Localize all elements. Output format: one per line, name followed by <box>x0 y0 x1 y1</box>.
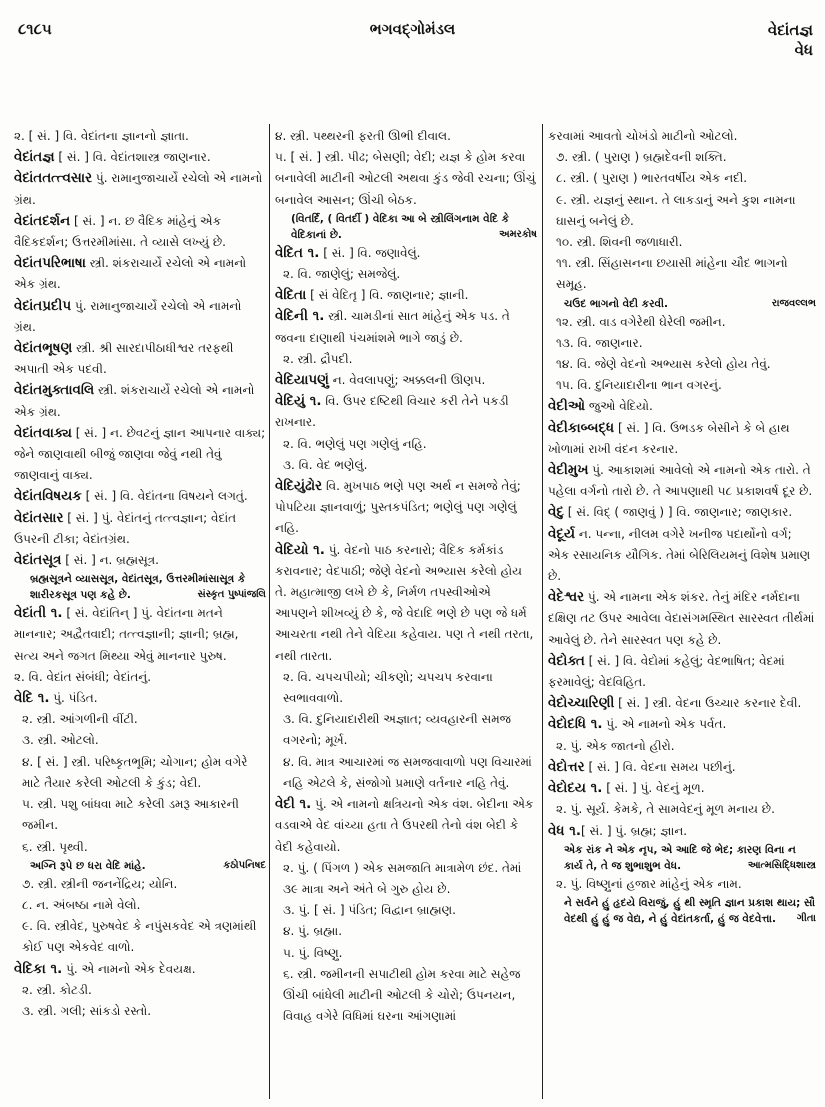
headword: વેદાંતજ્ઞ <box>14 149 55 166</box>
entry-sense <box>548 232 816 253</box>
headword: વેદોક્ત <box>548 652 585 669</box>
definition: [ સં. ] વિ. વેદાંતશાસ્ત્ર જાણનાર. <box>54 150 211 165</box>
definition: ૯. વિ. સ્ત્રીવેદ, પુરુષવેદ કે નપુંસકવેદ એ ત્રણમાંથી કોઈ પણ એકવેદ વાળો. <box>22 919 257 955</box>
definition: [ સં. ] વિ. ઉભડક બેસીને કે બે હાથ ખોળામાં રાખી વંદન કરનાર. <box>548 420 790 456</box>
quotation-text: એક રાંક ને એક નૃપ, એ આદિ જે ભેદ; કારણ વિના ન કાર્ય તે, તે જ શુભાશુભ વેધ. <box>564 843 796 872</box>
quotation <box>14 858 266 874</box>
dictionary-entry <box>14 603 266 667</box>
headword: વેદિતા <box>275 287 307 304</box>
quotation <box>275 211 537 243</box>
dictionary-entry <box>14 211 266 253</box>
column-divider <box>269 124 270 1099</box>
headword: વેદેશ્વર <box>548 589 585 606</box>
column-1 <box>14 126 266 1022</box>
definition: ૬. સ્ત્રી. જમીનની સપાટીથી હોમ કરવા માટે સહેજ ઊંચી બાંધેલી માટીની ઓટલી કે ચોરો; ઉપનયન, વિવાહ વગેરે વિધિમાં ઘરના આંગણામાં <box>283 966 521 1024</box>
definition: ૨. વિ. વેદાંત સંબંધી; વેદાંતનું. <box>14 669 152 684</box>
dictionary-entry <box>14 486 266 507</box>
dictionary-entry <box>275 540 537 667</box>
entry-sense <box>275 264 537 285</box>
headword: વેદોત્તર <box>548 758 585 775</box>
entry-sense <box>275 752 537 794</box>
headword: વેદાંતી ૧. <box>14 605 63 622</box>
definition: પું. વેદનો પાઠ કરનારો; વૈદિક કર્મકાંડ કરાવનાર; વેદપાઠી; જેણે વેદનો અભ્યાસ કરેલો હોય તે. મહાત્માજી લખે છે કે, નિર્મળ તપસ્વીઓએ આપણને શીખવ્યું છે કે, જે વેદાદિ ભણે છે પણ જે ધર્મ આચરતા નથી તેને વેદિયા કહેવાય. પણ તે નથી તરતા, નથી તારતા. <box>275 542 534 663</box>
headword: વેદાંતપ્રદીપ <box>14 297 72 314</box>
guide-words <box>768 20 813 60</box>
definition: સ્ત્રી. શંકરાચાર્યે રચેલો એ નામનો એક ગ્રંથ. <box>14 256 247 292</box>
dictionary-entry <box>548 396 816 417</box>
entry-sense <box>548 312 816 333</box>
entry-sense <box>548 126 816 147</box>
dictionary-entry <box>275 476 537 540</box>
headword: વેધ ૧. <box>548 822 581 839</box>
definition: ૫. [ સં. ] સ્ત્રી. પીઢ; બેસણી; વેદી; યજ્ઞ કે હોમ કરવા બનાવેલી માટીની ઓટલી અથવા કુંડ જેવી રચના; ઊંચું બનાવેલ આસન; ઊંચી બેઠક. <box>275 150 536 207</box>
dictionary-entry <box>14 147 266 168</box>
headword: વેદાંતતત્ત્વસાર <box>14 170 93 187</box>
definition: ૯. સ્ત્રી. યજ્ઞનું સ્થાન. તે લાકડાનું અને કુશ નામના ઘાસનું બનેલું છે. <box>556 192 796 228</box>
entry-sense <box>275 667 537 709</box>
headword: વેદિકા ૧. <box>14 960 63 977</box>
definition: ૪. વિ. માત્ર આચારમાં જ સમજવાવાળો પણ વિચારમાં નહિ એટલે કે, સંજોગો પ્રમાણે વર્તનાર નહિ તેવું. <box>283 754 532 790</box>
definition: [ સં. ] વિ. વેદાંતના વિષયને લગતું. <box>81 489 248 504</box>
guide-word-last: વેધ <box>794 41 813 59</box>
definition: પું. એ નામનો ક્ષત્રિયનો એક વંશ. બેદીના એક વડવાએ વેદ વાંચ્યા હતા તે ઉપરથી તેનો વંશ બેદી કે વેદી કહેવાયો. <box>275 797 534 854</box>
definition: ૩. પું. [ સં. ] પંડિત; વિદ્વાન બ્રાહ્મણ. <box>283 903 456 918</box>
entry-sense <box>14 916 266 958</box>
definition: ૧૩. વિ. જાણનાર. <box>556 335 643 350</box>
headword: વેદાંતપરિભાષા <box>14 255 86 272</box>
headword: વેદિત ૧. <box>275 244 320 261</box>
entry-sense <box>14 895 266 916</box>
entry-sense <box>548 736 816 757</box>
headword: વેદિયુંઢોર <box>275 478 323 495</box>
dictionary-entry <box>275 391 537 433</box>
dictionary-entry <box>548 714 816 735</box>
definition: ૩. વિ. દુનિયાદારીથી અજ્ઞાત; વ્યવહારની સમજ વગરનો; મૂર્ખ. <box>283 712 512 748</box>
definition: ૨. પું. ( પિંગળ ) એક સમજાતિ માત્રામેળ છંદ. તેમાં ૩૯ માત્રા અને અંતે બે ગુરુ હોય છે. <box>283 860 522 896</box>
definition: [ સં. ] વિ. જણાવેલું. <box>319 245 421 260</box>
headword: વેદૂર્ય <box>548 525 576 542</box>
headword: વેદાંતવિષયક <box>14 488 82 505</box>
entry-sense <box>14 794 266 836</box>
definition: ૨. સ્ત્રી. આંગળીની વીંટી. <box>22 712 138 727</box>
dictionary-entry <box>548 693 816 714</box>
definition: [ સં. વેદાંતિન્ ] પું. વેદાંતના મતને માનનાર; અદ્વૈતવાદી; તત્ત્વજ્ઞાની; જ્ઞાની; બ્રહ્મ, સત્ય અને જગત મિથ્યા એવું માનનાર પુરુષ. <box>14 606 239 663</box>
quotation <box>548 842 816 874</box>
entry-sense <box>275 147 537 211</box>
dictionary-entry <box>14 423 266 487</box>
headword: વેદાંતભૂષણ <box>14 340 73 357</box>
dictionary-entry <box>14 380 266 422</box>
headword: વેદીકાબ્બદ્ધ <box>548 419 615 436</box>
entry-sense <box>14 667 266 688</box>
definition: ૮. સ્ત્રી. ( પુરાણ ) ભારતવર્ષીય એક નદી. <box>556 171 748 186</box>
entry-sense <box>14 730 266 751</box>
headword: વેદીઓ <box>548 398 585 415</box>
entry-sense <box>14 752 266 794</box>
definition: સ્ત્રી. શ્રી સારદાપીઠાધીશ્વર તરફથી અપાતી એક પદવી. <box>14 341 234 377</box>
dictionary-entry <box>275 243 537 264</box>
definition: ૪. સ્ત્રી. પથ્થરની ફરતી ઊભી દીવાલ. <box>275 129 451 143</box>
dictionary-entry <box>548 778 816 799</box>
quotation-text: ને સર્વને હું હૃદયે વિરાજું, હું થી સ્મૃતિ જ્ઞાન પ્રકાશ થાય; સૌ વેદથી હું હું જ વેદ્ય, ને હું વેદાંતકર્તા, હું જ વેદવેત્તા. <box>564 896 816 925</box>
definition: ૩. સ્ત્રી. ઓટલો. <box>22 733 99 748</box>
dictionary-entry <box>14 508 266 550</box>
definition: ૨. [ સં. ] વિ. વેદાંતના જ્ઞાનનો જ્ઞાતા. <box>14 129 189 143</box>
headword: વેદીમુખ <box>548 462 589 479</box>
quotation-source: આત્મસિદ્ધિશાસ્ત્ર <box>747 859 816 871</box>
entry-sense <box>14 709 266 730</box>
definition: [ સં. ] ન. બ્રહ્મસૂત્ર. <box>61 553 159 568</box>
definition: પું. આકાશમાં આવેલો એ નામનો એક તારો. તે પહેલા વર્ગનો તારો છે. તે આપણાથી ૫૮ પ્રકાશવર્ષ દૂર છે. <box>548 463 813 499</box>
entry-sense <box>548 354 816 375</box>
entry-sense <box>548 375 816 396</box>
definition: ૨. વિ. ભણેલું પણ ગણેલું નહિ. <box>283 436 427 451</box>
definition: પું. એ નામના એક શંકર. તેનું મંદિર નર્મદાના દક્ષિણ તટ ઉપર આવેલા વેદાસંગમસ્થિત સારસ્વત તીર્થમાં આવેલું છે. તેને સારસ્વત પણ કહે છે. <box>548 590 815 647</box>
definition: ૫. સ્ત્રી. પશુ બાંધવા માટે કરેલી ડમરૂ આકારની જમીન. <box>22 797 239 833</box>
headword: વેદિયું ૧. <box>275 393 322 410</box>
definition: ૫. પું. વિષ્ણુ. <box>283 945 343 960</box>
headword: વેદાંતમુક્તાવલિ <box>14 382 95 399</box>
entry-sense <box>275 349 537 370</box>
headword: વેદોદધિ ૧. <box>548 716 603 733</box>
definition: ન. પન્ના, નીલમ વગેરે ખનીજ પદાર્થોનો વર્ગ; એક રસાયનિક યૌગિક. તેમાં બેરિલિયમનું વિશેષ પ્રમાણ છે. <box>548 526 811 584</box>
dictionary-entry <box>14 688 266 709</box>
dictionary-entry <box>14 959 266 980</box>
quotation-text: બ્રહ્મસૂત્રને વ્યાસસૂત્ર, વેદાંતસૂત્ર, ઉત્તરમીમાંસાસૂત્ર કે શારીરકસૂત્ર પણ કહે છે. <box>30 573 246 602</box>
headword: વેદી ૧. <box>275 796 312 813</box>
definition: સ્ત્રી. ચામડીનાં સાત માંહેનું એક પડ. તે જવના દાણાથી પંચમાંશમે ભાગે જાડું છે. <box>275 309 510 345</box>
headword: વેદોદય ૧. <box>548 780 603 797</box>
entry-sense <box>548 190 816 232</box>
headword: વેદાંતસૂત્ર <box>14 552 62 569</box>
guide-word-first: વેદાંતજ્ઞ <box>767 21 813 39</box>
definition: વિ. ઉપર દષ્ટિથી વિચાર કરી તેને પકડી રાખનાર. <box>275 394 509 430</box>
headword: વેદાંતસાર <box>14 509 64 526</box>
definition: [ સં. ] ન. છ વૈદિક માંહેનું એક વૈદિકદર્શન; ઉત્તરમીમાંસા. તે વ્યાસે લખ્યું છે. <box>14 213 226 250</box>
dictionary-entry <box>275 285 537 306</box>
entry-sense <box>275 455 537 476</box>
headword: વેદિ ૧. <box>14 690 50 707</box>
dictionary-entry <box>548 524 816 588</box>
definition: [ સં. ] પું. વેદનું મૂળ. <box>602 781 705 796</box>
definition: ૪. [ સં. ] સ્ત્રી. પરિષ્કૃતભૂમિ; ચોગાન; હોમ વગેરે માટે તૈયાર કરેલી ઓટલી કે કુંડ; વેદી. <box>22 754 248 790</box>
quotation-text: અગ્નિ રૂપે છ ધરા વેદિ માંહે. <box>30 859 146 872</box>
dictionary-entry <box>14 550 266 571</box>
definition: ન. વેવલાપણું; અક્કલની ઊણપ. <box>328 373 486 388</box>
dictionary-entry <box>275 370 537 391</box>
entry-sense <box>275 900 537 921</box>
dictionary-entry <box>548 821 816 842</box>
entry-sense <box>548 874 816 895</box>
definition: [ સં. ] પું. વેદાંતનું તત્ત્વજ્ઞાન; વેદાંત ઉપરની ટીકા; વેદાંતગ્રંથ. <box>14 510 237 546</box>
column-divider <box>542 124 543 1099</box>
page-number: ૮૧૮૫ <box>18 20 52 38</box>
entry-sense <box>275 858 537 900</box>
dictionary-entry <box>548 587 816 651</box>
page-title: ભગવદ્ગોમંડલ <box>369 20 456 38</box>
headword: વેદુ <box>548 504 564 521</box>
definition: ૨. પું. વિષ્ણુનાં હજાર માંહેનું એક નામ. <box>556 876 742 891</box>
definition: ૧૦. સ્ત્રી. શિવની જળાધારી. <box>556 235 683 250</box>
headword: વેદિની ૧. <box>275 308 325 325</box>
definition: ૧૨. સ્ત્રી. વાડ વગેરેથી ઘેરેલી જમીન. <box>556 314 726 329</box>
dictionary-entry <box>14 296 266 338</box>
definition: ૩. સ્ત્રી. ગલી; સાંકડો રસ્તો. <box>22 1003 152 1018</box>
entry-sense <box>14 837 266 858</box>
definition: ૧૪. વિ. જેણે વેદનો અભ્યાસ કરેલો હોય તેવું. <box>556 357 771 372</box>
definition: ૨. પું. એક જાતનો હીરો. <box>556 738 675 753</box>
dictionary-entry <box>14 253 266 295</box>
headword: વેદાંતવાક્ય <box>14 424 72 441</box>
definition: ૨. પું. સૂર્ય. કેમકે, તે સામવેદનું મૂળ મનાય છે. <box>556 802 775 817</box>
definition: વિ. મુખપાઠ ભણે પણ અર્થ ન સમજે તેવું; પોપટિયા જ્ઞાનવાળું; પુસ્તકપંડિત; ભણેલું પણ ગણેલું નહિ. <box>275 479 521 536</box>
definition: ૧૫. વિ. દુનિયાદારીના ભાન વગરનું. <box>556 378 722 393</box>
dictionary-entry <box>275 794 537 858</box>
definition: ૬. સ્ત્રી. પૃથ્વી. <box>22 839 88 854</box>
definition: જુઓ વેદિયો. <box>585 399 653 414</box>
definition: [ સં. ] ન. છેવટનું જ્ઞાન આપનાર વાક્ય; જેને જાણવાથી બીજું જાણવા જેવું નથી તેવું જાણવાનું વાક્ય. <box>14 425 266 483</box>
definition: ૨. વિ. ચપચપીયો; ચીકણો; ચપચપ કરવાના સ્વભાવવાળો. <box>283 669 493 706</box>
entry-sense <box>14 874 266 895</box>
definition: ૭. સ્ત્રી. સ્ત્રીની જનનેંદ્રિય; યોનિ. <box>22 876 178 891</box>
headword: વેદોચ્ચારિણી <box>548 695 615 712</box>
quotation-source: અમરકોષ <box>499 228 537 240</box>
definition: ૮. ન. અંબષ્ઠા નામે વેલો. <box>22 897 141 912</box>
entry-sense <box>14 1001 266 1022</box>
quotation-text: (વિતર્દિ, ( વિતર્દી ) વેદિકા આ બે સ્ત્રીલિંગનામ વેદિ કે વેદિકાનાં છે. <box>291 212 510 241</box>
definition: ૭. સ્ત્રી. ( પુરાણ ) બ્રહ્મદેવની શક્તિ. <box>556 150 727 165</box>
definition: પું. એ નામનો એક દેવયક્ષ. <box>62 961 196 976</box>
dictionary-entry <box>548 460 816 502</box>
definition: ૨. સ્ત્રી. દ્રૌપદી. <box>283 351 353 366</box>
definition: [ સં. ] પું. બ્રહ્મ; જ્ઞાન. <box>580 823 688 838</box>
entry-sense <box>548 147 816 168</box>
column-3 <box>548 126 816 927</box>
dictionary-entry <box>548 502 816 523</box>
dictionary-entry <box>275 306 537 348</box>
entry-sense <box>275 921 537 942</box>
dictionary-entry <box>14 168 266 210</box>
quotation-text: ચઉદ ભાગનો વેદી કરવી. <box>564 297 669 310</box>
entry-sense <box>14 126 266 147</box>
entry-sense <box>548 253 816 295</box>
quotation-source: રાજવલ્લભ <box>771 297 816 309</box>
headword: વેદિયાપણું <box>275 372 329 389</box>
entry-sense <box>14 980 266 1001</box>
definition: સ્ત્રી. શંકરાચાર્યે રચેલો એ નામનો એક ગ્રંથ. <box>14 383 255 419</box>
definition: [ સં વેદિતૃ ] વિ. જાણનાર; જ્ઞાની. <box>306 288 469 303</box>
entry-sense <box>275 126 537 147</box>
definition: [ સં. ] વિ. વેદોમાં કહેલું; વેદભાષિત; વેદમાં ફરમાવેલું; વેદવિહિત. <box>548 653 785 690</box>
entry-sense <box>275 434 537 455</box>
quotation <box>548 296 816 312</box>
definition: પું. રામાનુજાચાર્યે રચેલો એ નામનો ગ્રંથ. <box>14 298 242 334</box>
entry-sense <box>275 709 537 751</box>
entry-sense <box>548 799 816 820</box>
quotation-source: સંસ્કૃત પુષ્પાંજલિ <box>197 589 266 601</box>
entry-sense <box>275 943 537 964</box>
definition: ૨. સ્ત્રી. કોટડી. <box>22 982 92 997</box>
entry-sense <box>548 333 816 354</box>
dictionary-entry <box>548 757 816 778</box>
headword: વેદિયો ૧. <box>275 541 325 558</box>
definition: પું. પંડિત. <box>49 691 98 706</box>
definition: ૩. વિ. વેદ ભણેલું. <box>283 457 368 472</box>
headword: વેદાંતદર્શન <box>14 212 71 229</box>
quotation-source: કઠોપનિષદ <box>223 859 266 871</box>
quotation <box>548 895 816 927</box>
definition: [ સં. ] વિ. વેદના સમય પછીનું. <box>584 759 736 774</box>
column-2 <box>275 126 537 1027</box>
dictionary-entry <box>548 418 816 460</box>
definition: ૧૧. સ્ત્રી. સિંહાસનના છયાસી માંહેના ચૌદ ભાગનો સમૂહ. <box>556 256 788 292</box>
definition: પું. એ નામનો એક પર્વત. <box>602 717 727 732</box>
definition: કરવામાં આવતો ચોખંડો માટીનો ઓટલો. <box>548 129 738 143</box>
definition: ૨. વિ. જાણેલું; સમજેલું. <box>283 267 401 282</box>
definition: ૪. પું. બ્રહ્મા. <box>283 924 343 939</box>
quotation-source: ગીતા <box>796 912 816 924</box>
definition: [ સં. ] સ્ત્રી. વેદના ઉચ્ચાર કરનાર દેવી. <box>614 696 802 711</box>
entry-sense <box>275 964 537 1028</box>
quotation <box>14 571 266 603</box>
dictionary-entry <box>14 338 266 380</box>
definition: [ સં. વિદ્ ( જાણવું ) ] વિ. જાણનાર; જાણકાર. <box>563 505 793 520</box>
entry-sense <box>548 168 816 189</box>
definition: પું. રામાનુજાચાર્યે રચેલો એ નામનો ગ્રંથ. <box>14 171 263 207</box>
dictionary-entry <box>548 651 816 693</box>
